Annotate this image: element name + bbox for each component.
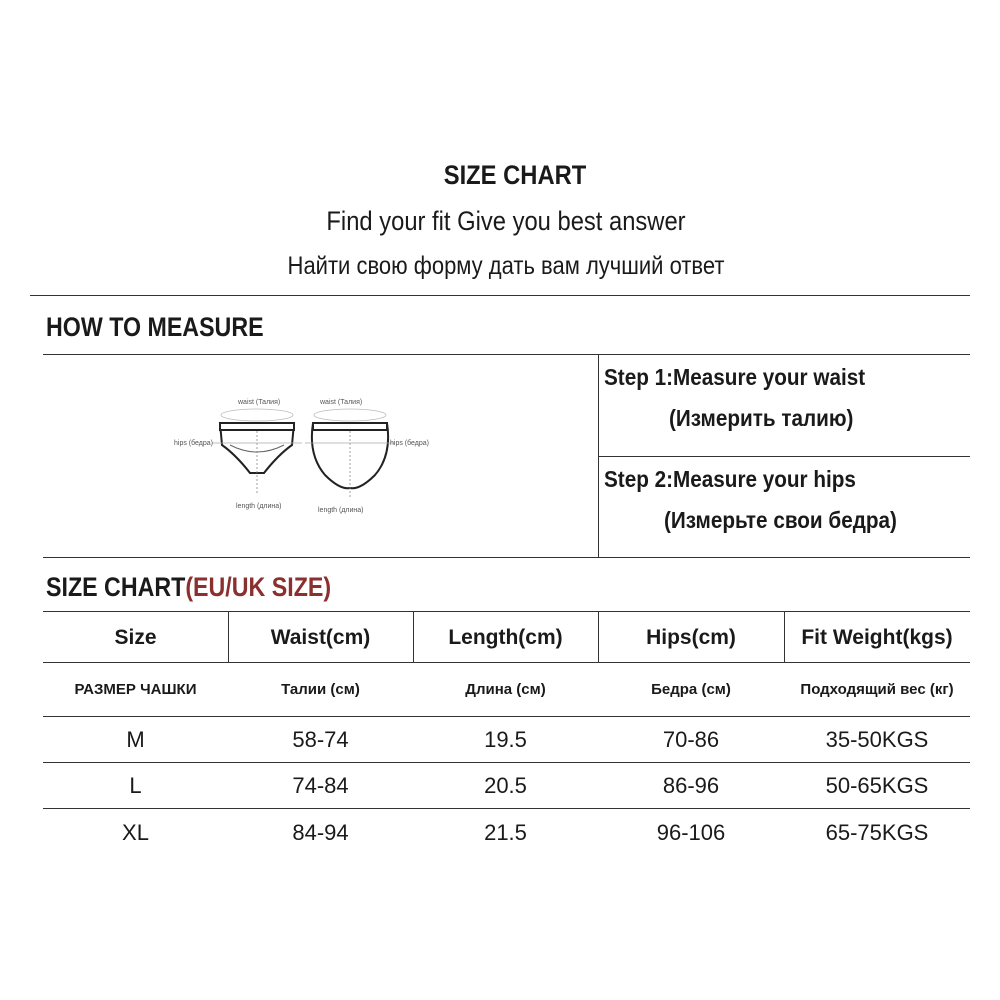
header-length: Length(cm) [448, 626, 563, 649]
header-waist: Waist(cm) [270, 626, 371, 649]
divider [43, 808, 970, 809]
table-cell: 50-65KGS [825, 773, 929, 798]
divider [30, 295, 970, 296]
size-chart-title-main: SIZE CHART [46, 572, 186, 602]
size-chart-title-accent: (EU/UK SIZE) [185, 572, 332, 602]
table-cell: M [126, 727, 145, 752]
header-size-ru: РАЗМЕР ЧАШКИ [74, 681, 197, 698]
subtitle-russian: Найти свою форму дать вам лучший ответ [287, 252, 725, 280]
size-chart-title [46, 572, 331, 603]
divider [43, 762, 970, 763]
header-weight: Fit Weight(kgs) [801, 626, 953, 649]
header-hips-ru: Бедра (см) [651, 681, 731, 698]
hips-label-back: hips (бедра) [390, 440, 429, 447]
subtitle-english: Find your fit Give you best answer [326, 206, 686, 236]
divider [598, 456, 970, 457]
table-cell: 19.5 [484, 727, 527, 752]
step1-translation: (Измерить талию) [669, 405, 854, 431]
table-cell: 20.5 [484, 773, 527, 798]
underwear-diagram-icon [160, 385, 460, 520]
table-cell: 21.5 [484, 820, 527, 845]
table-top-border [43, 611, 970, 612]
table-cell: XL [122, 820, 149, 845]
divider [43, 716, 970, 717]
header-hips: Hips(cm) [646, 626, 736, 649]
divider [43, 354, 970, 355]
table-cell: 84-94 [292, 820, 349, 845]
waist-label-front: waist (Талия) [238, 399, 281, 406]
header-waist-ru: Талии (см) [281, 681, 360, 698]
table-cell: 74-84 [292, 773, 349, 798]
table-cell: 96-106 [656, 820, 726, 845]
table-cell: 86-96 [662, 773, 720, 798]
header-weight-ru: Подходящий вес (кг) [800, 681, 954, 698]
table-cell: L [129, 773, 142, 798]
step1-text: Step 1:Measure your waist [604, 364, 866, 390]
table-cell: 70-86 [662, 727, 720, 752]
step2-text: Step 2:Measure your hips [604, 466, 856, 492]
step2-translation: (Измерьте свои бедра) [664, 507, 897, 533]
table-cell: 58-74 [292, 727, 349, 752]
hips-label-front: hips (бедра) [174, 440, 213, 447]
length-label-front: length (длина) [236, 503, 282, 510]
header-size: Size [114, 626, 157, 649]
header-length-ru: Длина (см) [465, 681, 546, 698]
divider [43, 662, 970, 663]
divider [43, 557, 970, 558]
waist-label-back: waist (Талия) [320, 399, 363, 406]
how-to-measure-title: HOW TO MEASURE [46, 312, 264, 342]
measurement-figure [160, 385, 460, 520]
table-cell: 65-75KGS [825, 820, 929, 845]
page-title: SIZE CHART [443, 160, 587, 190]
table-cell: 35-50KGS [825, 727, 929, 752]
length-label-back: length (длина) [318, 507, 364, 514]
